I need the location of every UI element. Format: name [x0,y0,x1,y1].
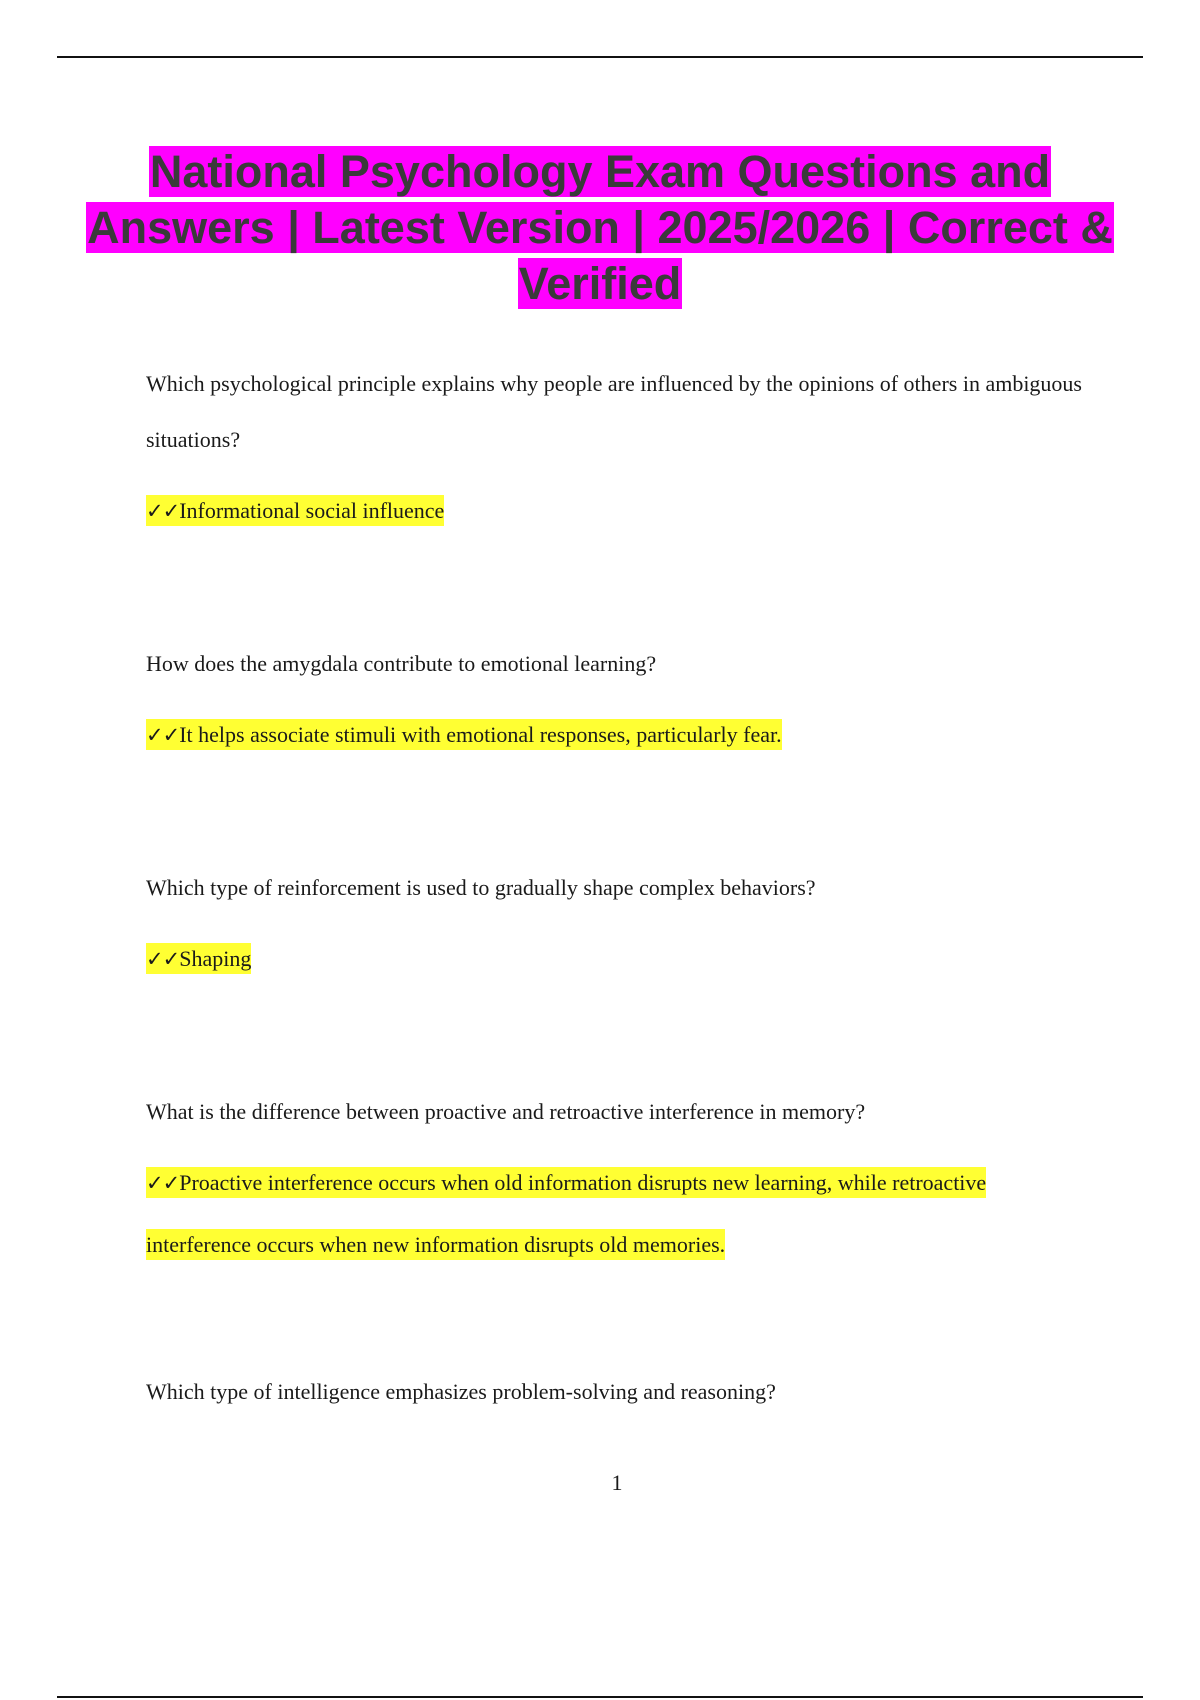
qa-item-5 [146,1364,1086,1420]
qa-item-2 [146,636,1086,766]
qa-item-1 [146,356,1086,542]
top-rule [57,56,1143,58]
answer-highlight: ✓✓Informational social influence [146,495,444,526]
answer-text [146,480,1086,542]
answer-text [146,704,1086,766]
page-number: 1 [611,1470,623,1495]
bottom-rule [57,1696,1143,1698]
question-text: How does the amygdala contribute to emotional learning? [146,651,657,676]
double-check-icon: ✓✓ [146,499,180,523]
answer-text [146,928,1086,990]
double-check-icon: ✓✓ [146,723,180,747]
double-check-icon: ✓✓ [146,1171,180,1195]
question-text: What is the difference between proactive and retroactive interference in memory? [146,1099,866,1124]
document-title [57,144,1143,312]
answer-highlight: ✓✓Shaping [146,943,251,974]
double-check-icon: ✓✓ [146,947,180,971]
title-highlight: National Psychology Exam Questions and Answers | Latest Version | 2025/2026 | Correct & Verified [87,146,1113,309]
answer-highlight: ✓✓Proactive interference occurs when old information disrupts new learning, while retroactive interference occurs when new information disrupts old memories. [146,1167,986,1260]
answer-text [146,1152,1086,1276]
qa-item-4 [146,1084,1086,1276]
qa-item-3 [146,860,1086,990]
question-text: Which type of reinforcement is used to gradually shape complex behaviors? [146,875,816,900]
question-text: Which psychological principle explains why people are influenced by the opinions of others in ambiguous situations? [146,371,1082,452]
question-text: Which type of intelligence emphasizes problem-solving and reasoning? [146,1379,776,1404]
answer-highlight: ✓✓It helps associate stimuli with emotional responses, particularly fear. [146,719,782,750]
